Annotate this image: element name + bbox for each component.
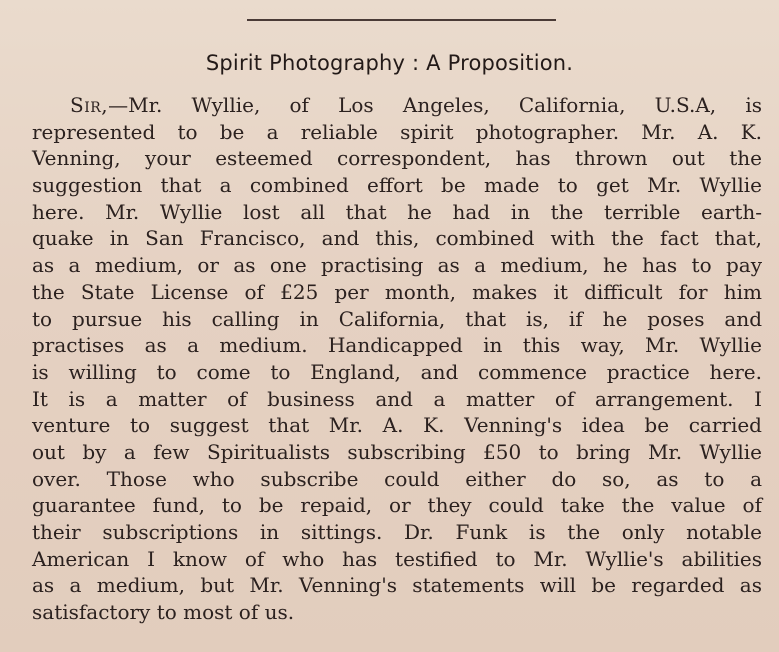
- text-line: suggestion that a combined effort be made to get Mr. Wyllie: [32, 173, 762, 198]
- text-line: over. Those who subscribe could either do so, as to a: [32, 466, 762, 491]
- article-title: Spirit Photography : A Proposition.: [205, 51, 574, 75]
- text-line: satisfactory to most of us.: [32, 600, 295, 625]
- text-line: American I know of who has testified to Mr. Wyllie's abilities: [32, 546, 762, 571]
- text-line: as a medium, but Mr. Venning's statements will be regarded as: [32, 573, 762, 598]
- text-line: as a medium, or as one practising as a medium, he has to pay: [32, 253, 762, 278]
- text-line: represented to be a reliable spirit photographer. Mr. A. K.: [32, 119, 762, 144]
- salutation: Sir,: [70, 93, 109, 117]
- text-line: venture to suggest that Mr. A. K. Venning's idea be carried: [32, 413, 762, 438]
- text-line: guarantee fund, to be repaid, or they could take the value of: [32, 493, 762, 518]
- text-line: Venning, your esteemed correspondent, has thrown out the: [32, 146, 762, 171]
- text-line: It is a matter of business and a matter of arrangement. I: [32, 386, 762, 411]
- text-line: [32, 92, 762, 119]
- text-line: here. Mr. Wyllie lost all that he had in the terrible earth-: [32, 199, 762, 224]
- text-line: to pursue his calling in California, that is, if he poses and: [32, 306, 762, 331]
- section-divider-rule: [247, 19, 556, 21]
- text-line: the State License of £25 per month, makes it difficult for him: [32, 279, 762, 304]
- text-line: practises as a medium. Handicapped in this way, Mr. Wyllie: [32, 333, 762, 358]
- letter-body: [32, 92, 762, 626]
- text-line: their subscriptions in sittings. Dr. Funk is the only notable: [32, 520, 762, 544]
- text-line: quake in San Francisco, and this, combined with the fact that,: [32, 226, 762, 251]
- text-line: out by a few Spiritualists subscribing £50 to bring Mr. Wyllie: [32, 439, 762, 464]
- text-line-content: —Mr. Wyllie, of Los Angeles, California, U.S.A, is: [108, 93, 762, 117]
- text-line: is willing to come to England, and commence practice here.: [32, 359, 762, 384]
